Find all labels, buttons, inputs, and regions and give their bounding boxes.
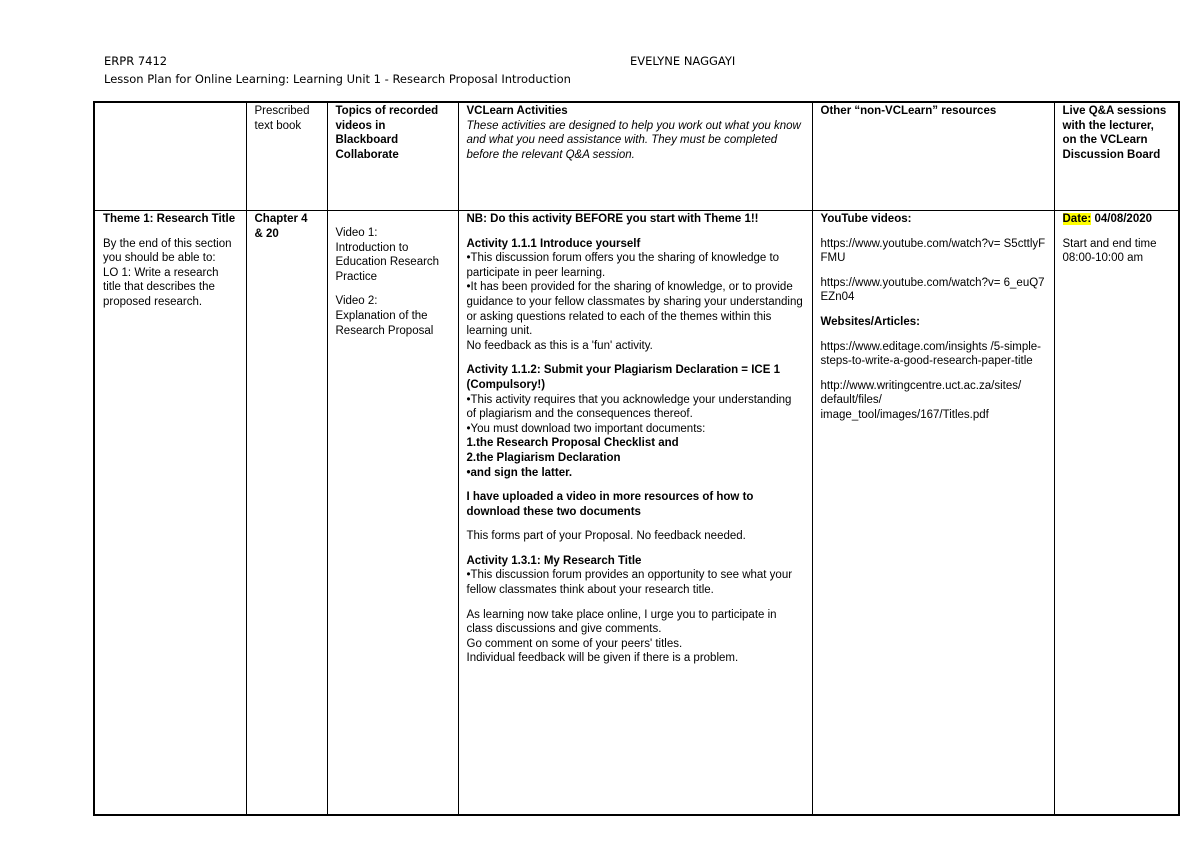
websites-heading: Websites/Articles: — [820, 315, 920, 328]
video-2-title: Explanation of the Research Proposal — [335, 309, 434, 337]
table-row-theme-1 — [94, 211, 1179, 815]
document-subtitle: Lesson Plan for Online Learning: Learning Unit 1 - Research Proposal Introduction — [104, 72, 571, 86]
activities-header-note: These activities are designed to help you work out what you know and what you need assistance with. They must be completed before the relevant Q&A session. — [466, 119, 801, 161]
time-label: Start and end time — [1062, 237, 1157, 250]
date-value: 04/08/2020 — [1091, 213, 1153, 225]
youtube-link-1[interactable]: https://www.youtube.com/watch?v= S5cttlyFFMU — [820, 237, 1046, 265]
document-item-1: 1.the Research Proposal Checklist and — [466, 437, 679, 450]
comment-note: Go comment on some of your peers' titles. — [466, 637, 683, 650]
theme-title: Theme 1: Research Title — [103, 213, 236, 225]
video-upload-note: I have uploaded a video in more resources of how to download these two documents — [466, 491, 754, 518]
time-value: 08:00-10:00 am — [1062, 252, 1144, 265]
youtube-heading: YouTube videos: — [820, 213, 912, 225]
header-cell-activities — [458, 102, 812, 211]
activity-1-1-1-bullet-1: •This discussion forum offers you the sharing of knowledge to participate in peer learning. — [466, 252, 780, 279]
lesson-plan-table — [93, 101, 1180, 816]
video-2-label: Video 2: — [335, 295, 378, 308]
videos-cell — [327, 211, 458, 815]
activities-header-title: VCLearn Activities — [466, 105, 568, 117]
document-item-2: 2.the Plagiarism Declaration — [466, 451, 621, 464]
theme-cell — [94, 211, 246, 815]
date-label: Date: — [1062, 213, 1092, 225]
header-cell-theme — [94, 102, 246, 211]
website-link-1[interactable]: https://www.editage.com/insights /5-simple- steps-to-write-a-good-research-paper-title — [820, 340, 1042, 368]
activity-1-3-1-bullet-1: •This discussion forum provides an opportunity to see what your fellow classmates think about your research title. — [466, 569, 793, 597]
activity-1-1-1-title: Activity 1.1.1 Introduce yourself — [466, 237, 641, 250]
activity-1-3-1-title: Activity 1.3.1: My Research Title — [466, 554, 642, 567]
activity-1-1-2-bullet-1: •This activity requires that you acknowledge your understanding of plagiarism and the consequences thereof. — [466, 393, 792, 421]
header-cell-textbook: Prescribed text book — [246, 102, 327, 211]
activities-cell — [458, 211, 812, 815]
header-cell-live: Live Q&A sessions with the lecturer, on the VCLearn Discussion Board — [1054, 102, 1179, 211]
video-1-title: Introduction to Education Research Practice — [335, 241, 440, 283]
video-1-label: Video 1: — [335, 227, 378, 239]
learning-outcome: LO 1: Write a research title that describes the proposed research. — [103, 266, 219, 308]
youtube-link-2[interactable]: https://www.youtube.com/watch?v= 6_euQ7EZn04 — [820, 276, 1045, 304]
activity-1-1-1-note: No feedback as this is a 'fun' activity. — [466, 339, 653, 352]
course-code: ERPR 7412 — [104, 54, 168, 68]
session-date — [1063, 212, 1171, 227]
activity-1-1-2-title: Activity 1.1.2: Submit your Plagiarism Declaration = ICE 1 (Compulsory!) — [466, 364, 780, 391]
activity-nb: NB: Do this activity BEFORE you start with Theme 1!! — [466, 213, 759, 225]
website-link-2[interactable]: http://www.writingcentre.uct.ac.za/sites/ default/files/ image_tool/images/167/Titles.pdf — [820, 379, 1022, 421]
participation-note: As learning now take place online, I urge you to participate in class discussions and give comments. — [466, 608, 777, 636]
feedback-note: Individual feedback will be given if there is a problem. — [466, 652, 739, 665]
resources-cell — [812, 211, 1054, 815]
author-name: EVELYNE NAGGAYI — [630, 54, 736, 68]
activity-1-1-2-bullet-2: •You must download two important documents: — [466, 422, 706, 435]
theme-intro: By the end of this section you should be able to: — [103, 237, 232, 265]
proposal-note: This forms part of your Proposal. No feedback needed. — [466, 530, 746, 543]
live-session-cell — [1054, 211, 1179, 815]
sign-instruction: •and sign the latter. — [466, 466, 573, 479]
table-header-row — [94, 102, 1179, 211]
header-cell-videos: Topics of recorded videos in Blackboard Collaborate — [327, 102, 458, 211]
header-cell-resources: Other “non-VCLearn” resources — [812, 102, 1054, 211]
activity-1-1-1-bullet-2: •It has been provided for the sharing of knowledge, or to provide guidance to your fellow classmates by sharing your understanding or asking questions related to each of the themes within this learning unit. — [466, 281, 803, 338]
textbook-cell: Chapter 4 & 20 — [246, 211, 327, 815]
